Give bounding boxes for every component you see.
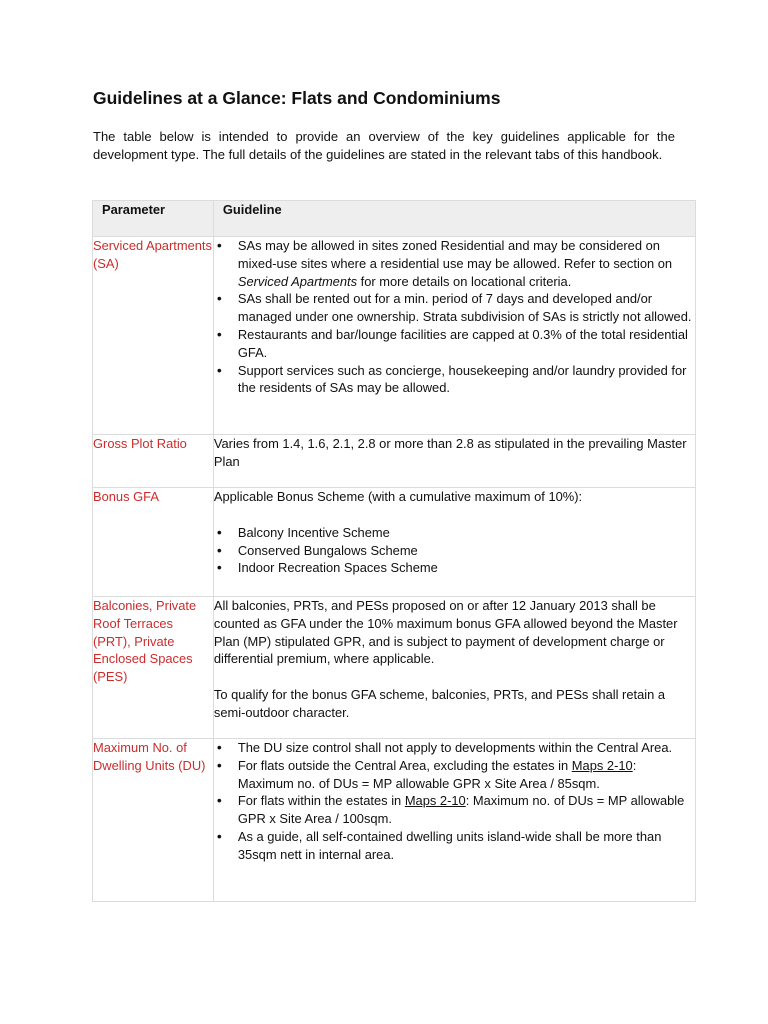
list-item: • SAs may be allowed in sites zoned Residential and may be considered on mixed-use sites where a residential use may be allowed. Refer to section on Serviced Apartments for more details on locational criteria.	[214, 237, 695, 290]
list-item: • The DU size control shall not apply to developments within the Central Area.	[214, 739, 695, 757]
list-item: • As a guide, all self-contained dwelling units island-wide shall be more than 35sqm nett in internal area.	[214, 828, 695, 864]
guideline-bonus-gfa: Applicable Bonus Scheme (with a cumulative maximum of 10%): • Balcony Incentive Scheme • Conserved Bungalows Scheme • Indoor Recreation Spaces Scheme	[213, 488, 695, 597]
guidelines-table	[92, 200, 696, 902]
table-row	[93, 488, 696, 597]
param-gross-plot-ratio: Gross Plot Ratio	[93, 435, 214, 488]
header-parameter: Parameter	[93, 201, 214, 237]
intro-paragraph: The table below is intended to provide an overview of the key guidelines applicable for the development type. The full details of the guidelines are stated in the relevant tabs of this handbook.	[93, 129, 675, 162]
guideline-max-dwelling-units	[213, 739, 695, 902]
table-row	[93, 597, 696, 739]
guideline-serviced-apartments	[213, 237, 695, 435]
table-row	[93, 435, 696, 488]
page-title: Guidelines at a Glance: Flats and Condominiums	[93, 88, 501, 108]
list-item: • For flats outside the Central Area, excluding the estates in Maps 2-10: Maximum no. of DUs = MP allowable GPR x Site Area / 85sqm.	[214, 757, 695, 793]
table-row	[93, 739, 696, 902]
header-guideline: Guideline	[213, 201, 695, 237]
param-max-dwelling-units: Maximum No. of Dwelling Units (DU)	[93, 739, 214, 902]
list-item: • Balcony Incentive Scheme	[214, 524, 695, 542]
list-item: • Indoor Recreation Spaces Scheme	[214, 559, 695, 577]
maps-link[interactable]: Maps 2-10	[404, 793, 466, 809]
list-item: • For flats within the estates in Maps 2-10: Maximum no. of DUs = MP allowable GPR x Site Area / 100sqm.	[214, 792, 695, 828]
guideline-balconies: All balconies, PRTs, and PESs proposed on or after 12 January 2013 shall be counted as GFA under the 10% maximum bonus GFA allowed beyond the Master Plan (MP) stipulated GPR, and is subject to payment of development charge or differential premium, where applicable. To qualify for the bonus GFA scheme, balconies, PRTs, and PESs shall retain a semi-outdoor character.	[213, 597, 695, 739]
param-serviced-apartments: Serviced Apartments (SA)	[93, 237, 214, 435]
list-item: • SAs shall be rented out for a min. period of 7 days and developed and/or managed under one ownership. Strata subdivision of SAs is strictly not allowed.	[214, 290, 695, 326]
table-row	[93, 237, 696, 435]
list-item: • Support services such as concierge, housekeeping and/or laundry provided for the residents of SAs may be allowed.	[214, 362, 695, 398]
param-balconies: Balconies, Private Roof Terraces (PRT), Private Enclosed Spaces (PES)	[93, 597, 214, 739]
list-item: • Conserved Bungalows Scheme	[214, 542, 695, 560]
table-header-row	[93, 201, 696, 237]
maps-link[interactable]: Maps 2-10	[571, 757, 633, 773]
param-bonus-gfa: Bonus GFA	[93, 488, 214, 597]
list-item: • Restaurants and bar/lounge facilities are capped at 0.3% of the total residential GFA.	[214, 326, 695, 362]
guideline-gross-plot-ratio: Varies from 1.4, 1.6, 2.1, 2.8 or more than 2.8 as stipulated in the prevailing Master Plan	[213, 435, 695, 488]
